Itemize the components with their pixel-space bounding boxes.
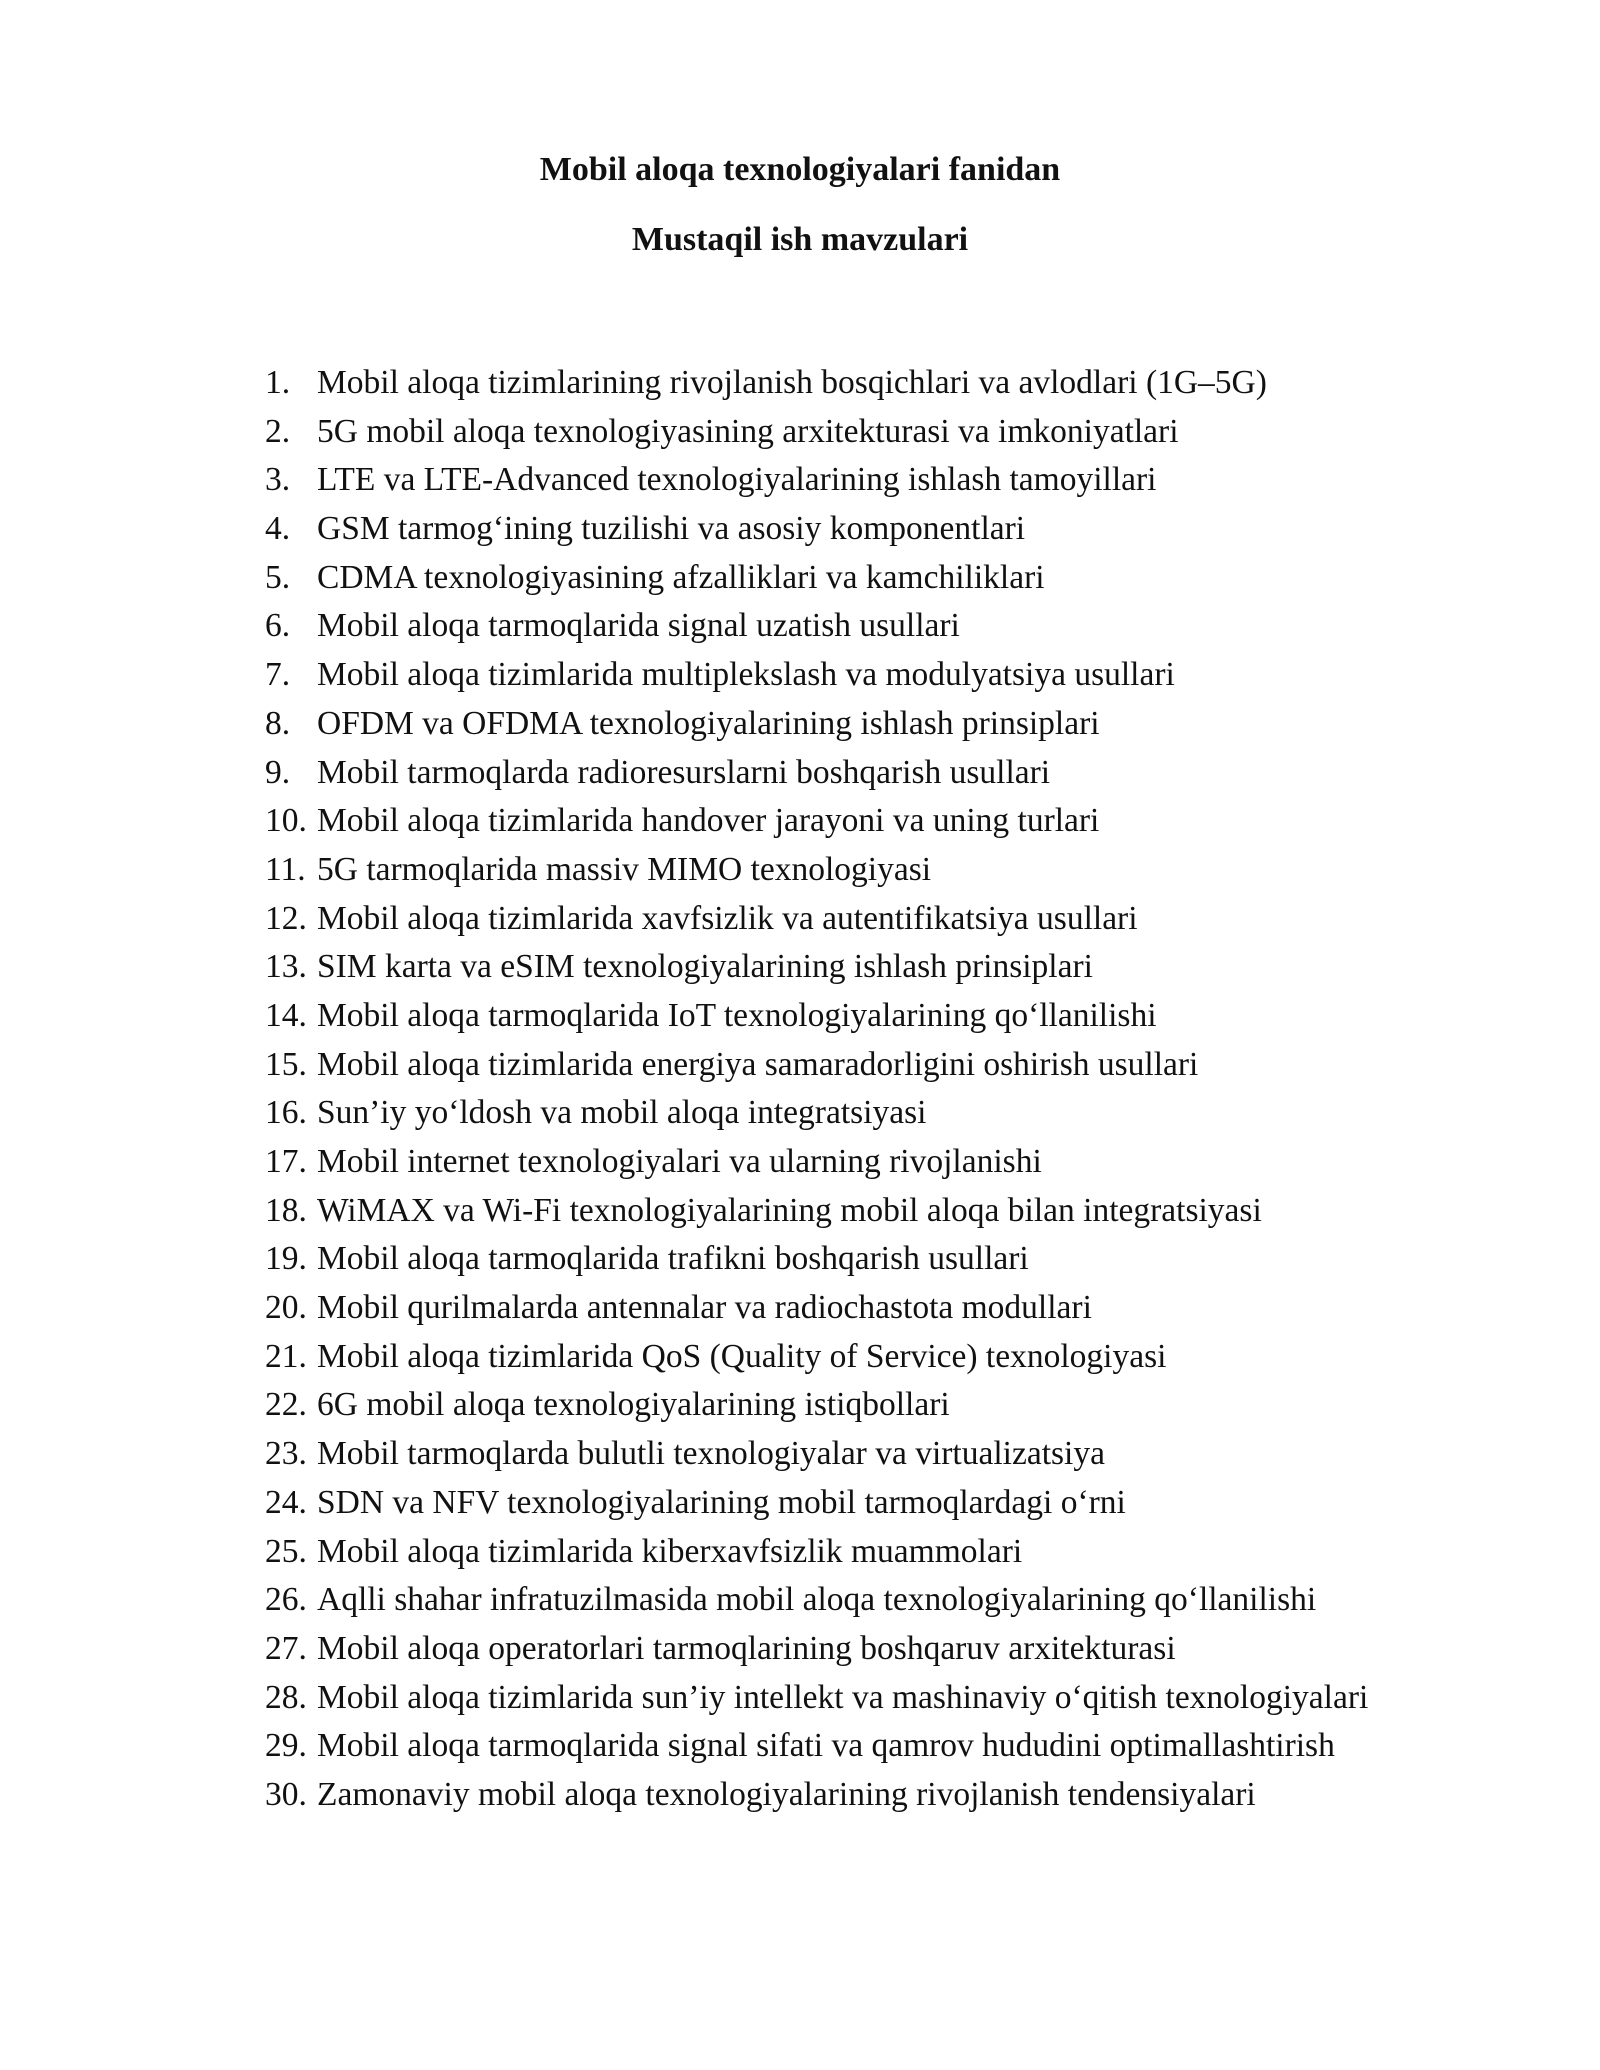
item-text: WiMAX va Wi-Fi texnologiyalarining mobil aloqa bilan integratsiyasi (317, 1191, 1262, 1229)
item-text: SIM karta va eSIM texnologiyalarining ishlash prinsiplari (317, 948, 1093, 986)
list-item (265, 1284, 1368, 1333)
item-number: 2. (265, 412, 291, 450)
item-text: Mobil aloqa tizimlarining rivojlanish bosqichlari va avlodlari (1G–5G) (317, 364, 1267, 401)
item-number: 27. (265, 1629, 307, 1667)
list-item (265, 359, 1368, 408)
list-item (265, 1187, 1368, 1236)
list-item (265, 797, 1368, 846)
item-text: Zamonaviy mobil aloqa texnologiyalarining rivojlanish tendensiyalari (317, 1775, 1256, 1813)
list-item (265, 1625, 1368, 1674)
item-text: Sun’iy yo‘ldosh va mobil aloqa integratsiyasi (317, 1094, 927, 1132)
item-text: GSM tarmog‘ining tuzilishi va asosiy komponentlari (317, 510, 1026, 548)
item-number: 19. (265, 1240, 307, 1278)
list-item (265, 651, 1368, 700)
list-item (265, 408, 1368, 457)
list-item (265, 992, 1368, 1041)
document-title: Mobil aloqa texnologiyalari fanidan (539, 151, 1061, 188)
item-number: 22. (265, 1386, 307, 1424)
list-item (265, 700, 1368, 749)
item-number: 5. (265, 558, 291, 596)
list-item (265, 1333, 1368, 1382)
item-text: Mobil internet texnologiyalari va ularning rivojlanishi (317, 1143, 1042, 1180)
item-text: Mobil aloqa tarmoqlarida IoT texnologiyalarining qo‘llanilishi (317, 996, 1157, 1034)
item-number: 18. (265, 1191, 307, 1229)
item-number: 8. (265, 704, 291, 742)
item-number: 10. (265, 802, 307, 840)
item-number: 25. (265, 1532, 307, 1570)
item-number: 28. (265, 1678, 307, 1716)
list-item (265, 943, 1368, 992)
list-item (265, 602, 1368, 651)
item-number: 23. (265, 1435, 307, 1473)
item-text: CDMA texnologiyasining afzalliklari va kamchiliklari (317, 558, 1045, 596)
item-number: 24. (265, 1483, 307, 1521)
item-number: 15. (265, 1045, 307, 1083)
list-item (265, 1381, 1368, 1430)
item-text: Mobil aloqa operatorlari tarmoqlarining boshqaruv arxitekturasi (317, 1629, 1176, 1667)
item-number: 13. (265, 948, 307, 986)
item-number: 1. (265, 364, 291, 401)
item-text: Mobil aloqa tizimlarida handover jarayoni va uning turlari (317, 802, 1100, 840)
item-text: 5G mobil aloqa texnologiyasining arxitekturasi va imkoniyatlari (317, 412, 1179, 450)
item-text: Mobil aloqa tarmoqlarida trafikni boshqarish usullari (317, 1240, 1029, 1278)
item-number: 4. (265, 510, 291, 548)
list-item (265, 554, 1368, 603)
list-item (265, 1576, 1368, 1625)
list-item (265, 749, 1368, 798)
item-number: 30. (265, 1775, 307, 1813)
item-number: 14. (265, 996, 307, 1034)
list-item (265, 895, 1368, 944)
list-item (265, 1235, 1368, 1284)
list-item (265, 846, 1368, 895)
item-text: Mobil tarmoqlarda radioresurslarni boshqarish usullari (317, 753, 1051, 791)
list-item (265, 1528, 1368, 1577)
item-number: 6. (265, 607, 291, 645)
item-number: 9. (265, 753, 291, 791)
item-text: Mobil aloqa tarmoqlarida signal uzatish usullari (317, 607, 960, 645)
item-text: Mobil aloqa tarmoqlarida signal sifati va qamrov hududini optimallashtirish (317, 1727, 1335, 1765)
list-item (265, 1771, 1368, 1820)
item-number: 16. (265, 1094, 307, 1132)
list-item (265, 1430, 1368, 1479)
item-number: 7. (265, 656, 291, 694)
list-item (265, 1722, 1368, 1771)
list-item (265, 1089, 1368, 1138)
item-text: Mobil aloqa tizimlarida QoS (Quality of Service) texnologiyasi (317, 1337, 1167, 1375)
item-text: Mobil tarmoqlarda bulutli texnologiyalar va virtualizatsiya (317, 1435, 1105, 1473)
item-text: Aqlli shahar infratuzilmasida mobil aloqa texnologiyalarining qo‘llanilishi (317, 1581, 1317, 1619)
item-text: Mobil aloqa tizimlarida energiya samaradorligini oshirish usullari (317, 1045, 1199, 1083)
item-number: 20. (265, 1289, 307, 1327)
item-number: 17. (265, 1143, 307, 1180)
document-subtitle: Mustaqil ish mavzulari (631, 221, 969, 258)
list-item (265, 1479, 1368, 1528)
list-item (265, 1041, 1368, 1090)
item-text: SDN va NFV texnologiyalarining mobil tarmoqlardagi o‘rni (317, 1483, 1126, 1521)
item-text: LTE va LTE-Advanced texnologiyalarining ishlash tamoyillari (317, 461, 1157, 499)
list-item (265, 505, 1368, 554)
item-text: Mobil aloqa tizimlarida xavfsizlik va autentifikatsiya usullari (317, 899, 1138, 937)
list-item (265, 1674, 1368, 1723)
item-number: 26. (265, 1581, 307, 1619)
item-number: 21. (265, 1337, 307, 1375)
item-number: 11. (265, 850, 306, 888)
item-number: 29. (265, 1727, 307, 1765)
list-item (265, 456, 1368, 505)
topics-list (265, 359, 1368, 1820)
item-text: 6G mobil aloqa texnologiyalarining istiqbollari (317, 1386, 950, 1424)
item-number: 12. (265, 899, 307, 937)
item-text: Mobil qurilmalarda antennalar va radiochastota modullari (317, 1289, 1092, 1327)
item-number: 3. (265, 461, 291, 499)
list-item (265, 1138, 1368, 1187)
item-text: 5G tarmoqlarida massiv MIMO texnologiyasi (317, 850, 932, 888)
item-text: OFDM va OFDMA texnologiyalarining ishlash prinsiplari (317, 704, 1100, 742)
item-text: Mobil aloqa tizimlarida multiplekslash va modulyatsiya usullari (317, 656, 1175, 694)
item-text: Mobil aloqa tizimlarida sun’iy intellekt va mashinaviy o‘qitish texnologiyalari (317, 1678, 1369, 1716)
item-text: Mobil aloqa tizimlarida kiberxavfsizlik muammolari (317, 1532, 1023, 1570)
